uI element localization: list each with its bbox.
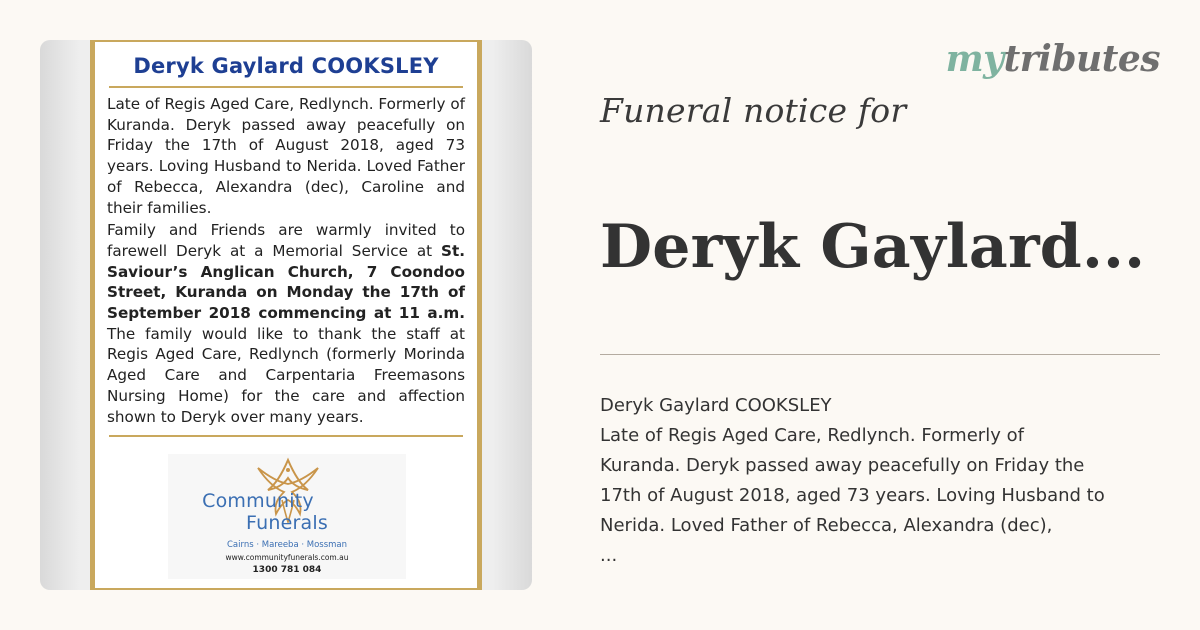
logo-name-left: Community xyxy=(202,490,314,512)
excerpt-line: Deryk Gaylard COOKSLEY xyxy=(600,395,832,416)
notice-service-details: St. Saviour’s Anglican Church, 7 Coondoo Street, Kuranda on Monday the 17th of September 2018 commencing at 11 a.m. xyxy=(107,241,465,323)
deceased-name-heading: Deryk Gaylard... xyxy=(600,212,1146,282)
excerpt-line: Nerida. Loved Father of Rebecca, Alexandra (dec), xyxy=(600,515,1053,536)
section-divider xyxy=(600,354,1160,355)
excerpt-line: 17th of August 2018, aged 73 years. Loving Husband to xyxy=(600,485,1105,506)
logo-name-right: Funerals xyxy=(246,512,328,534)
logo-phone: 1300 781 084 xyxy=(252,565,322,575)
excerpt-ellipsis: ... xyxy=(600,545,618,566)
excerpt-line: Late of Regis Aged Care, Redlynch. Formerly of xyxy=(600,425,1024,446)
funeral-notice-card xyxy=(90,40,482,590)
logo-name xyxy=(168,490,406,534)
logo-towns: Cairns · Mareeba · Mossman xyxy=(226,540,348,550)
notice-paragraph-2 xyxy=(107,220,465,427)
notice-top-divider xyxy=(109,86,463,88)
mytributes-logo[interactable] xyxy=(946,38,1160,80)
notice-bottom-divider xyxy=(109,435,463,437)
notice-paragraph-1: Late of Regis Aged Care, Redlynch. Formerly of Kuranda. Deryk passed away peacefully on Friday the 17th of August 2018, aged 73 years. Loving Husband to Nerida. Loved Father of Rebecca, Alexandra (dec), Caroline and their families. xyxy=(107,95,465,217)
notice-image-panel xyxy=(40,40,532,590)
logo-website: www.communityfunerals.com.au xyxy=(225,553,349,562)
notice-title: Deryk Gaylard COOKSLEY xyxy=(133,54,439,78)
brand-my: my xyxy=(945,38,1004,80)
excerpt-line: Kuranda. Deryk passed away peacefully on Friday the xyxy=(600,455,1085,476)
notice-excerpt xyxy=(600,391,1160,571)
notice-body xyxy=(105,94,467,427)
brand-tributes: tributes xyxy=(1003,38,1160,80)
community-funerals-logo xyxy=(168,454,406,579)
notice-type-heading: Funeral notice for xyxy=(600,91,907,130)
notice-paragraph-2-end: The family would like to thank the staff at Regis Aged Care, Redlynch (formerly Morinda Aged Care and Carpentaria Freemasons Nursing Home) for the care and affection shown to Deryk over many years. xyxy=(107,324,465,426)
notice-paragraph-2-start: Family and Friends are warmly invited to farewell Deryk at a Memorial Service at xyxy=(107,221,465,260)
